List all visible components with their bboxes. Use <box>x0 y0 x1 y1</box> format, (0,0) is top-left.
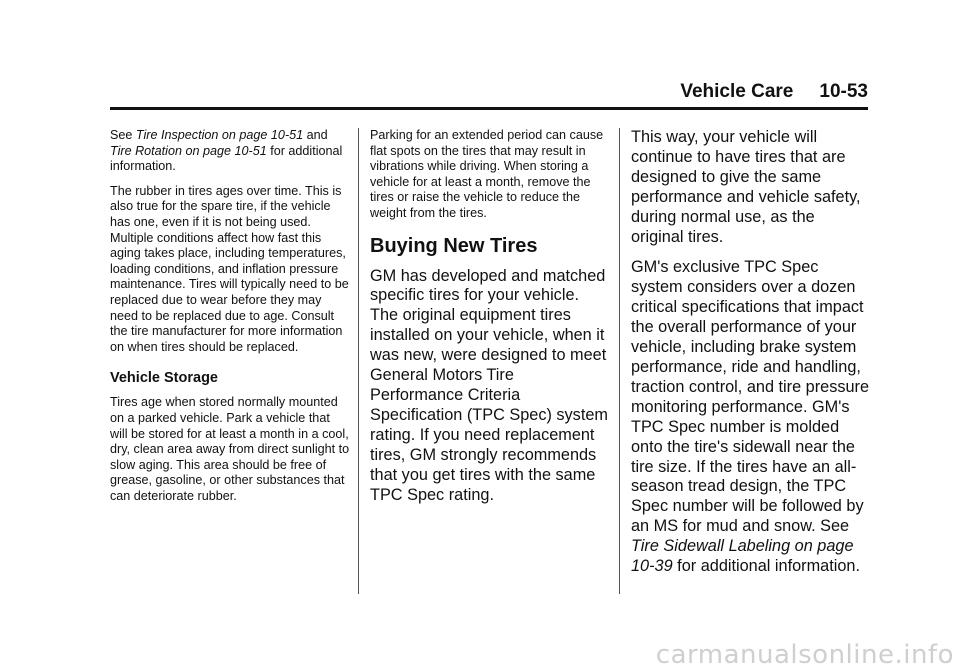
vehicle-storage-heading: Vehicle Storage <box>110 370 218 387</box>
buying-new-tires-heading: Buying New Tires <box>370 234 538 257</box>
tpc-spec-paragraph: GM's exclusive TPC Spec system considers over a dozen critical specifications that impact the overall performance of your vehicle, including brake system performance, ride and handling, traction control, and tire pressure monitoring performance. GM's TPC Spec number is molded onto the tire's sidewall near the tire size. If the tires have an all-season tread design, the TPC Spec number will be followed by an MS for mud and snow. See Tire Sidewall Labeling on page 10-39 for additional information. <box>631 258 870 576</box>
parking-paragraph: Parking for an extended period can cause flat spots on the tires that may result in vibrations while driving. When storing a vehicle for at least a month, remove the tires or raise the vehicle to reduce the weight from the tires. <box>370 128 604 220</box>
gm-tires-paragraph: GM has developed and matched specific tires for your vehicle. The original equipment tires installed on your vehicle, when it was new, were designed to meet General Motors Tire Performance Criteria Specification (TPC Spec) system rating. If you need replacement tires, GM strongly recommends that you get tires with the same TPC Spec rating. <box>370 266 608 504</box>
page-number: 10-53 <box>819 81 868 102</box>
column-1 <box>110 128 350 513</box>
storage-paragraph: Tires age when stored normally mounted on a parked vehicle. Park a vehicle that will be stored for at least a month in a cool, dry, clean area away from direct sunlight to slow aging. This area should be free of grease, gasoline, or other substances that can deteriorate rubber. <box>110 395 350 503</box>
header-rule <box>110 107 868 110</box>
tire-rotation-link[interactable]: Tire Rotation on page 10-51 <box>110 143 267 158</box>
column-2 <box>370 128 610 505</box>
column-divider-1 <box>358 128 359 594</box>
tire-inspection-link[interactable]: Tire Inspection on page 10-51 <box>135 128 304 142</box>
see-also-paragraph: See Tire Inspection on page 10-51 and Tire Rotation on page 10-51 for additional information. <box>110 128 343 174</box>
watermark: carmanualsonline.info <box>655 640 954 670</box>
tire-sidewall-labeling-link[interactable]: Tire Sidewall Labeling on page 10-39 <box>631 537 854 576</box>
tire-aging-paragraph: The rubber in tires ages over time. This is also true for the spare tire, if the vehicle has one, even if it is not being used. Multiple conditions affect how fast this aging takes place, including temperatures, loading conditions, and inflation pressure maintenance. Tires will typically need to be replaced due to wear before they may need to be replaced due to age. Consult the tire manufacturer for more information on when tires should be replaced. <box>110 183 349 354</box>
page-header <box>110 80 868 104</box>
column-divider-2 <box>619 128 620 594</box>
column-3 <box>631 128 871 588</box>
section-title: Vehicle Care <box>680 81 794 102</box>
original-tires-paragraph: This way, your vehicle will continue to have tires that are designed to give the same performance and vehicle safety, during normal use, as the original tires. <box>631 128 861 246</box>
